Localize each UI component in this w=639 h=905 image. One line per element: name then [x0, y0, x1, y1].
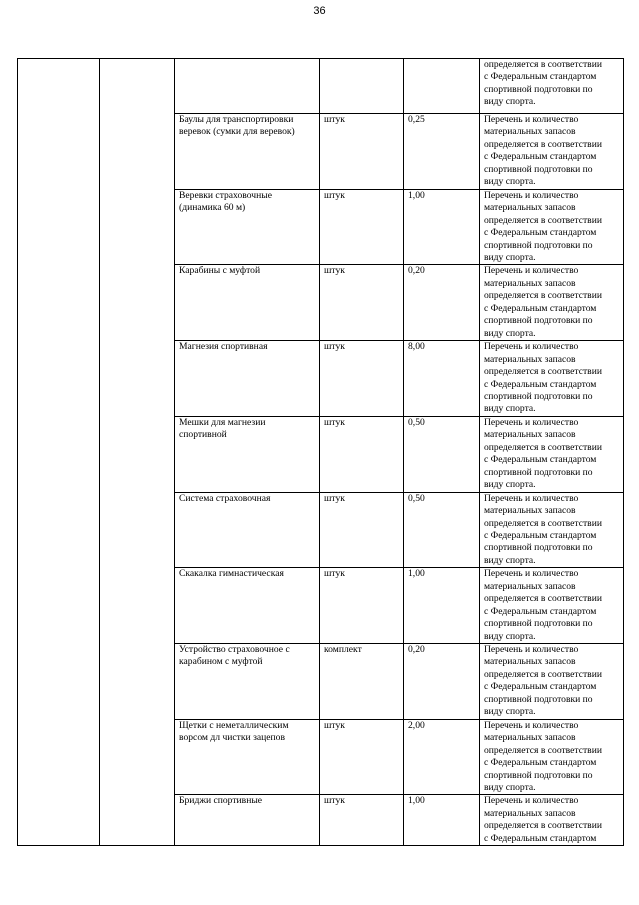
- note-text: Перечень и количество материальных запасов определяется в соответствии с Федеральным стандартом спортивной подготовки по виду спорта.: [484, 416, 602, 491]
- unit-cell: [320, 568, 404, 644]
- note-cell: [480, 416, 624, 492]
- unit-cell: [320, 416, 404, 492]
- note-text: Перечень и количество материальных запасов определяется в соответствии с Федеральным стандартом спортивной подготовки по виду спорта.: [484, 189, 602, 263]
- qty-text: 1,00: [408, 795, 425, 807]
- note-cell: [480, 795, 624, 846]
- qty-cell: [404, 114, 480, 190]
- name-text: Веревки страховочные (динамика 60 м): [179, 189, 272, 214]
- name-cell: [175, 416, 320, 492]
- unit-cell: [320, 341, 404, 417]
- unit-text: комплект: [324, 644, 362, 656]
- name-cell: [175, 114, 320, 190]
- note-text: Перечень и количество материальных запасов определяется в соответствии с Федеральным стандартом спортивной подготовки по виду спорта.: [484, 341, 602, 415]
- equipment-table: [17, 58, 624, 846]
- unit-text: штук: [324, 719, 345, 731]
- name-cell: [175, 719, 320, 795]
- name-cell: [175, 59, 320, 114]
- qty-text: 8,00: [408, 341, 425, 353]
- unit-cell: [320, 114, 404, 190]
- name-cell: [175, 492, 320, 568]
- unit-text: штук: [324, 265, 345, 277]
- name-text: Мешки для магнезии спортивной: [179, 416, 266, 441]
- qty-cell: [404, 341, 480, 417]
- qty-text: 0,20: [408, 644, 425, 656]
- name-text: Баулы для транспортировки веревок (сумки для веревок): [179, 114, 295, 138]
- name-text: Скакалка гимнастическая: [179, 568, 284, 580]
- note-text: Перечень и количество материальных запасов определяется в соответствии с Федеральным стандартом спортивной подготовки по виду спорта.: [484, 719, 602, 794]
- unit-text: штук: [324, 189, 345, 201]
- unit-text: штук: [324, 114, 345, 125]
- page-number: 36: [313, 5, 326, 17]
- name-text: Магнезия спортивная: [179, 341, 268, 353]
- name-cell: [175, 341, 320, 417]
- unit-text: штук: [324, 416, 345, 428]
- name-cell: [175, 265, 320, 341]
- name-text: Карабины с муфтой: [179, 265, 261, 277]
- name-cell: [175, 795, 320, 846]
- unit-cell: [320, 719, 404, 795]
- note-cell: [480, 492, 624, 568]
- qty-text: 1,00: [408, 189, 425, 201]
- note-cell: [480, 59, 624, 114]
- name-text: Устройство страховочное с карабином с муфтой: [179, 644, 290, 668]
- qty-text: 2,00: [408, 719, 425, 731]
- table-row-continuation: [18, 59, 624, 114]
- qty-text: 0,20: [408, 265, 425, 277]
- name-text: Система страховочная: [179, 492, 271, 504]
- note-text: Перечень и количество материальных запасов определяется в соответствии с Федеральным стандартом: [484, 795, 602, 844]
- qty-cell: [404, 265, 480, 341]
- note-cell: [480, 644, 624, 720]
- qty-text: 1,00: [408, 568, 425, 580]
- note-cell: [480, 568, 624, 644]
- note-text: Перечень и количество материальных запасов определяется в соответствии с Федеральным стандартом спортивной подготовки по виду спорта.: [484, 568, 602, 642]
- unit-cell: [320, 795, 404, 846]
- qty-cell: [404, 59, 480, 114]
- unit-cell: [320, 189, 404, 265]
- qty-text: 0,50: [408, 492, 425, 504]
- note-cell: [480, 189, 624, 265]
- unit-cell: [320, 265, 404, 341]
- qty-cell: [404, 795, 480, 846]
- unit-text: штук: [324, 492, 345, 504]
- note-text: Перечень и количество материальных запасов определяется в соответствии с Федеральным стандартом спортивной подготовки по виду спорта.: [484, 492, 602, 566]
- qty-text: 0,50: [408, 416, 425, 428]
- unit-cell: [320, 59, 404, 114]
- qty-cell: [404, 492, 480, 568]
- name-cell: [175, 189, 320, 265]
- note-cell: [480, 265, 624, 341]
- note-text: Перечень и количество материальных запасов определяется в соответствии с Федеральным стандартом спортивной подготовки по виду спорта.: [484, 644, 602, 718]
- col-2-cell: [100, 59, 175, 846]
- unit-cell: [320, 644, 404, 720]
- note-cell: [480, 341, 624, 417]
- note-text: Перечень и количество материальных запасов определяется в соответствии с Федеральным стандартом спортивной подготовки по виду спорта.: [484, 114, 602, 188]
- unit-cell: [320, 492, 404, 568]
- qty-cell: [404, 568, 480, 644]
- unit-text: штук: [324, 341, 345, 353]
- note-cell: [480, 114, 624, 190]
- unit-text: штук: [324, 568, 345, 580]
- qty-cell: [404, 416, 480, 492]
- qty-cell: [404, 189, 480, 265]
- unit-text: штук: [324, 795, 345, 807]
- name-cell: [175, 644, 320, 720]
- name-text: Бриджи спортивные: [179, 795, 263, 807]
- qty-cell: [404, 644, 480, 720]
- name-text: Щетки с неметаллическим ворсом дл чистки зацепов: [179, 719, 289, 744]
- name-cell: [175, 568, 320, 644]
- note-text: определяется в соответствии с Федеральным стандартом спортивной подготовки по виду спорта.: [484, 59, 602, 108]
- note-cell: [480, 719, 624, 795]
- col-1-cell: [18, 59, 100, 846]
- qty-cell: [404, 719, 480, 795]
- note-text: Перечень и количество материальных запасов определяется в соответствии с Федеральным стандартом спортивной подготовки по виду спорта.: [484, 265, 602, 339]
- qty-text: 0,25: [408, 114, 425, 125]
